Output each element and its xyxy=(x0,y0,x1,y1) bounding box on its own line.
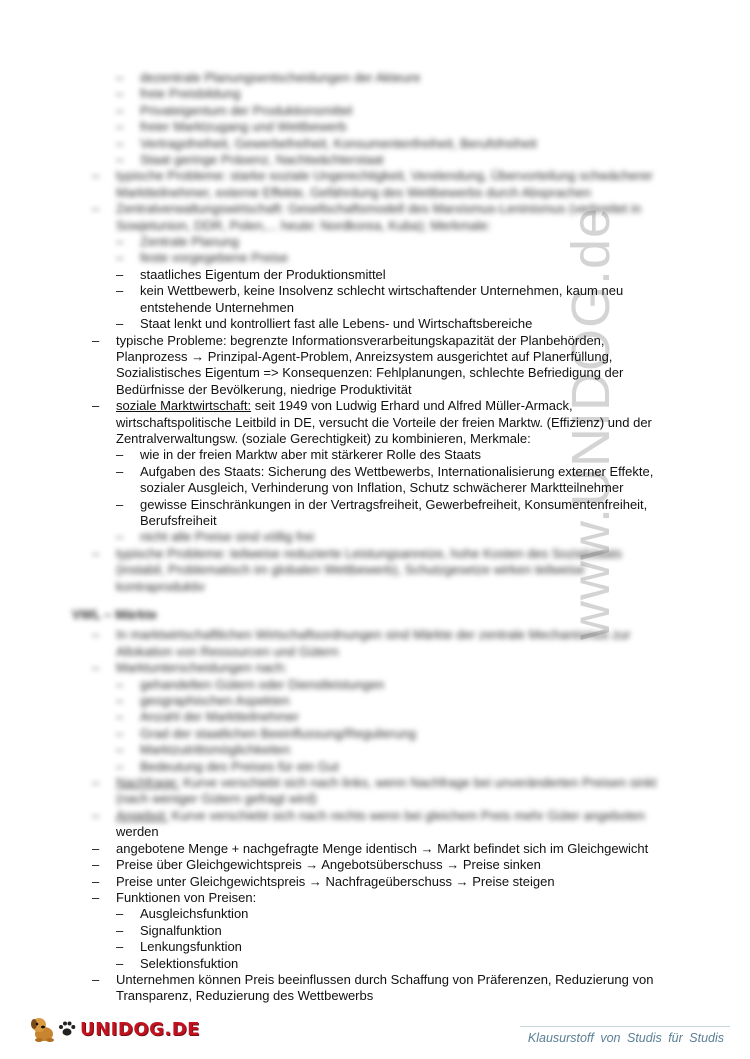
bullet-dash: – xyxy=(116,693,124,709)
bullet-dash: – xyxy=(116,709,124,725)
item-text: staatliches Eigentum der Produktionsmittel xyxy=(140,266,386,282)
sub-list-item xyxy=(116,119,672,135)
list-item xyxy=(92,890,672,906)
item-text: Privateigentum der Produktionsmittel xyxy=(140,102,353,118)
item-text: Vertragsfreiheit, Gewerbefreiheit, Konsumentenfreiheit, Berufsfreiheit xyxy=(140,135,537,151)
item-text: gehandelten Gütern oder Dienstleistungen xyxy=(140,676,385,692)
bullet-dash: – xyxy=(92,775,100,791)
sub-list-item xyxy=(116,267,672,283)
sub-list-item xyxy=(116,152,672,168)
sub-list-item xyxy=(116,529,672,545)
list-item xyxy=(92,660,672,676)
list-item xyxy=(92,168,672,201)
bullet-dash: – xyxy=(116,955,124,971)
item-text: Staat lenkt und kontrolliert fast alle Lebens- und Wirtschaftsbereiche xyxy=(140,316,533,332)
item-text: Zentralverwaltungswirtschaft: Gesellschaftsmodell des Marxismus-Leninismus (verbreitet in Sowjetunion, DDR, Polen,... heute: Nordkorea, Kuba); Merkmale: xyxy=(116,201,642,233)
sub-list-item xyxy=(116,759,672,775)
sub-list-item xyxy=(116,86,672,102)
item-text: In marktwirtschaftlichen Wirtschaftsordnungen sind Märkte der zentrale Mechanismus zur Allokation von Ressourcen und Gütern xyxy=(116,627,631,659)
item-text: Selektionsfuktion xyxy=(140,955,239,971)
item-text: typische Probleme: begrenzte Informationsverarbeitungskapazität der Planbehörden, Planprozess → Prinzipal-Agent-Problem, Anreizsystem ausgerichtet auf Planerfüllung, Sozialistisches Eigentum => Konsequenzen: Fehlplanungen, schlechte Befriedigung der Bedürfnisse der Bevölkerung, niedrige Produktivität xyxy=(116,332,624,397)
sub-list-item xyxy=(116,283,672,316)
item-text: Aufgaben des Staats: Sicherung des Wettbewerbs, Internationalisierung externer Effekte, sozialer Ausgleich, Verhinderung von Inflation, Schutz schwächerer Marktteilnehmer xyxy=(140,463,654,496)
item-text: Bedeutung des Preises für ein Gut xyxy=(140,758,339,774)
item-text: kein Wettbewerb, keine Insolvenz schlecht wirtschaftender Unternehmen, kaum neu entstehende Unternehmen xyxy=(140,283,624,315)
item-text: Anzahl der Marktteilnehmer xyxy=(140,709,299,725)
bullet-dash: – xyxy=(116,725,124,741)
item-text: Lenkungsfunktion xyxy=(140,939,242,955)
footer-divider xyxy=(520,1026,730,1027)
item-text: seit 1949 von Ludwig Erhard und Alfred Müller-Armack, wirtschaftspolitische Leitbild in DE, versucht die Vorteile der freien Marktw. (Effizienz) und der Zentralverwaltungsw. (soziale Gerechtigkeit) zu kombinieren, Merkmale: xyxy=(116,398,652,446)
bullet-dash: – xyxy=(116,102,124,118)
item-text: freier Marktzugang und Wettbewerb xyxy=(140,119,347,135)
watermark: www.UNIDOG.de xyxy=(561,206,621,640)
item-text: Grad der staatlichen Beeinflussung/Regulierung xyxy=(140,725,417,741)
footer-tagline: Klausurstoff von Studis für Studis xyxy=(527,1031,724,1045)
list-item xyxy=(92,627,672,660)
bullet-dash: – xyxy=(116,906,124,922)
bullet-dash: – xyxy=(116,86,124,102)
bullet-dash: – xyxy=(92,627,100,643)
item-text: freie Preisbildung xyxy=(140,86,241,102)
bullet-dash: – xyxy=(92,545,100,561)
item-text: werden xyxy=(116,824,159,840)
item-text: feste vorgegebene Preise xyxy=(140,250,289,266)
item-text: Zentrale Planung xyxy=(140,234,240,250)
item-text: geographischen Aspekten xyxy=(140,693,290,709)
bullet-dash: – xyxy=(116,283,124,299)
list-item xyxy=(92,546,672,595)
bullet-dash: – xyxy=(92,398,100,414)
bullet-dash: – xyxy=(116,463,124,479)
list-item xyxy=(92,333,672,399)
sub-list-item xyxy=(116,497,672,530)
bullet-dash: – xyxy=(116,676,124,692)
item-text: Unternehmen können Preis beeinflussen durch Schaffung von Präferenzen, Reduzierung von Transparenz, Reduzierung des Wettbewerbs xyxy=(116,971,654,1004)
sub-list-item xyxy=(116,464,672,497)
document-content xyxy=(72,70,672,1005)
sub-list-item xyxy=(116,939,672,955)
sub-list-item xyxy=(116,677,672,693)
bullet-dash: – xyxy=(116,152,124,168)
sub-list-item xyxy=(116,234,672,250)
list-item xyxy=(92,824,672,840)
item-text: Funktionen von Preisen: xyxy=(116,889,257,905)
item-text: angebotene Menge + nachgefragte Menge identisch → Markt befindet sich im Gleichgewicht xyxy=(116,840,649,856)
item-text: Preise über Gleichgewichtspreis → Angebotsüberschuss → Preise sinken xyxy=(116,857,541,873)
section-maerkte xyxy=(92,627,672,1004)
term-label: Angebot: xyxy=(116,807,169,823)
sub-list-item xyxy=(116,923,672,939)
unidog-logo xyxy=(28,1014,200,1044)
list-item xyxy=(92,841,672,857)
list-item xyxy=(92,857,672,873)
bullet-dash: – xyxy=(116,250,124,266)
bullet-dash: – xyxy=(116,939,124,955)
bullet-dash: – xyxy=(92,873,100,889)
bullet-dash: – xyxy=(92,332,100,348)
bullet-dash: – xyxy=(92,660,100,676)
sub-list-item xyxy=(116,709,672,725)
bullet-dash: – xyxy=(116,742,124,758)
paw-icon xyxy=(58,1021,76,1037)
sub-list-item xyxy=(116,956,672,972)
bullet-dash: – xyxy=(116,266,124,282)
sub-list-item xyxy=(116,316,672,332)
section-heading: VWL – Märkte xyxy=(72,607,158,622)
dog-icon xyxy=(28,1014,58,1044)
bullet-dash: – xyxy=(116,135,124,151)
bullet-dash: – xyxy=(92,889,100,905)
item-text: dezentrale Planungsentscheidungen der Akteure xyxy=(140,70,421,85)
sub-list-item xyxy=(116,70,672,86)
bullet-dash: – xyxy=(116,758,124,774)
item-text: Kurve verschiebt sich nach rechts wenn bei gleichem Preis mehr Güter angeboten xyxy=(168,807,645,823)
sub-list-item xyxy=(116,693,672,709)
item-text: Preise unter Gleichgewichtspreis → Nachfrageüberschuss → Preise steigen xyxy=(116,873,555,889)
item-text: typische Probleme: teilweise reduzierte Leistungsanreize, hohe Kosten des Sozialstaats (instabil, Problematisch im globalen Wettbewerb), Schutzgesetze wirken teilweise kontraproduktiv xyxy=(116,545,622,594)
bullet-dash: – xyxy=(116,922,124,938)
list-item xyxy=(92,808,672,824)
bullet-dash: – xyxy=(92,857,100,873)
sub-list-item xyxy=(116,906,672,922)
list-item xyxy=(92,972,672,1005)
sub-list-item xyxy=(116,447,672,463)
term-label: soziale Marktwirtschaft: xyxy=(116,398,252,414)
item-text: gewisse Einschränkungen in der Vertragsfreiheit, Gewerbefreiheit, Konsumentenfreiheit, Berufsfreiheit xyxy=(140,496,648,528)
term-label: Nachfrage: xyxy=(116,775,180,791)
item-text: Marktunterscheidungen nach: xyxy=(116,660,288,676)
item-text: Staat geringe Präsenz, Nachtwächterstaat xyxy=(140,152,384,168)
sub-list-item xyxy=(116,742,672,758)
list-item xyxy=(92,874,672,890)
item-text: Signalfunktion xyxy=(140,922,222,938)
sub-list-item xyxy=(116,136,672,152)
item-text: Ausgleichsfunktion xyxy=(140,906,249,922)
list-item xyxy=(92,201,672,234)
sub-list-item xyxy=(116,726,672,742)
item-text: nicht alle Preise sind völlig frei xyxy=(140,529,315,545)
item-text: typische Probleme: starke soziale Ungerechtigkeit, Verelendung, Übervorteilung schwächerer Marktteilnehmer, externe Effekte, Gefährdung des Wettbewerbs durch Absprachen xyxy=(116,168,653,200)
item-text: Marktzutrittsmöglichkeiten xyxy=(140,742,291,758)
bullet-dash: – xyxy=(92,840,100,856)
bullet-dash: – xyxy=(116,316,124,332)
sub-list-item xyxy=(116,250,672,266)
section-wirtschaftsordnungen xyxy=(92,70,672,595)
bullet-dash: – xyxy=(92,201,100,217)
bullet-dash: – xyxy=(116,234,124,250)
list-item xyxy=(92,398,672,447)
logo-text: UNIDOG.DE xyxy=(80,1018,200,1040)
bullet-dash: – xyxy=(92,807,100,823)
bullet-dash: – xyxy=(116,529,124,545)
bullet-dash: – xyxy=(92,971,100,987)
item-text: Kurve verschiebt sich nach links, wenn Nachfrage bei unveränderten Preisen sinkt (nach weniger Gütern gefragt wird) xyxy=(116,775,657,807)
sub-list-item xyxy=(116,103,672,119)
list-item xyxy=(92,775,672,808)
bullet-dash: – xyxy=(116,496,124,512)
bullet-dash: – xyxy=(116,447,124,463)
item-text: wie in der freien Marktw aber mit stärkerer Rolle des Staats xyxy=(140,447,482,463)
bullet-dash: – xyxy=(116,70,124,85)
bullet-dash: – xyxy=(92,168,100,184)
bullet-dash: – xyxy=(116,119,124,135)
